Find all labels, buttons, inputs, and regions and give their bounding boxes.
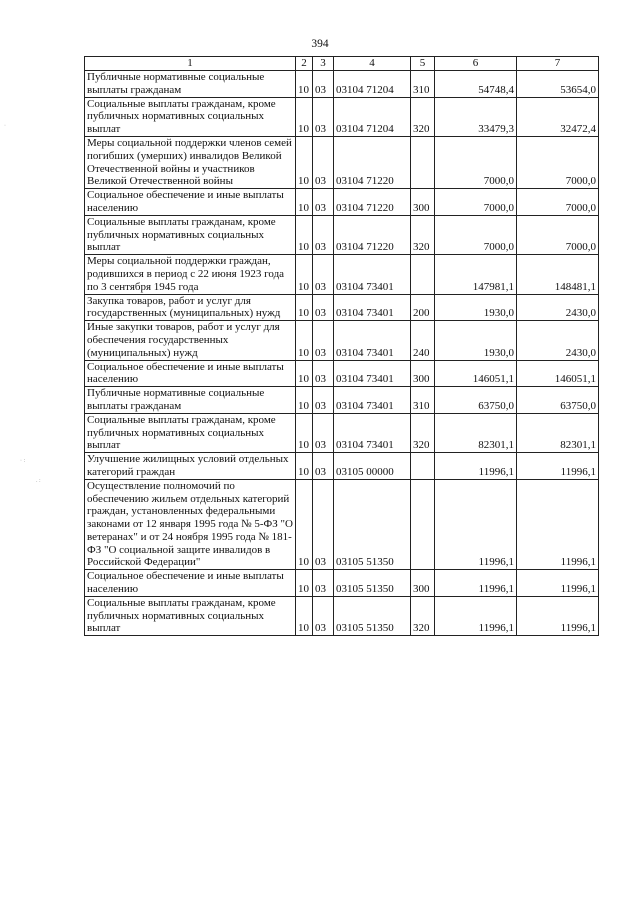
section-code: 10 [296, 360, 313, 387]
amount-col-6: 7000,0 [435, 189, 517, 216]
subsection-code: 03 [313, 97, 334, 136]
section-code: 10 [296, 596, 313, 635]
section-code: 10 [296, 71, 313, 98]
section-code: 10 [296, 387, 313, 414]
row-description: Социальные выплаты гражданам, кроме публичных нормативных социальных выплат [85, 596, 296, 635]
subsection-code: 03 [313, 570, 334, 597]
amount-col-6: 33479,3 [435, 97, 517, 136]
target-article-code: 03105 00000 [334, 453, 411, 480]
expense-type-code: 300 [411, 189, 435, 216]
amount-col-7: 146051,1 [517, 360, 599, 387]
row-description: Социальные выплаты гражданам, кроме публичных нормативных социальных выплат [85, 97, 296, 136]
target-article-code: 03104 71220 [334, 215, 411, 254]
expense-type-code [411, 136, 435, 188]
table-row [85, 255, 599, 294]
table-row [85, 136, 599, 188]
amount-col-7: 7000,0 [517, 189, 599, 216]
section-code: 10 [296, 255, 313, 294]
column-header: 3 [313, 57, 334, 71]
section-code: 10 [296, 294, 313, 321]
amount-col-7: 2430,0 [517, 321, 599, 360]
amount-col-6: 7000,0 [435, 215, 517, 254]
row-description: Осуществление полномочий по обеспечению жильем отдельных категорий граждан, установленных федеральными законами от 12 января 1995 года № 5-ФЗ "О ветеранах" и от 24 ноября 1995 года № 181-ФЗ "О социальной защите инвалидов в Российской Федерации" [85, 479, 296, 570]
section-code: 10 [296, 413, 313, 452]
amount-col-6: 11996,1 [435, 453, 517, 480]
target-article-code: 03104 73401 [334, 387, 411, 414]
expense-type-code: 320 [411, 413, 435, 452]
amount-col-6: 54748,4 [435, 71, 517, 98]
subsection-code: 03 [313, 189, 334, 216]
section-code: 10 [296, 453, 313, 480]
table-row [85, 321, 599, 360]
amount-col-7: 148481,1 [517, 255, 599, 294]
target-article-code: 03104 71204 [334, 97, 411, 136]
target-article-code: 03104 73401 [334, 413, 411, 452]
target-article-code: 03104 73401 [334, 321, 411, 360]
row-description: Закупка товаров, работ и услуг для государственных (муниципальных) нужд [85, 294, 296, 321]
amount-col-7: 53654,0 [517, 71, 599, 98]
page-number: 394 [311, 38, 329, 50]
scan-speck: . : [36, 478, 41, 484]
target-article-code: 03104 73401 [334, 294, 411, 321]
table-row [85, 71, 599, 98]
section-code: 10 [296, 97, 313, 136]
target-article-code: 03105 51350 [334, 479, 411, 570]
subsection-code: 03 [313, 321, 334, 360]
expense-type-code: 200 [411, 294, 435, 321]
section-code: 10 [296, 321, 313, 360]
section-code: 10 [296, 136, 313, 188]
amount-col-6: 63750,0 [435, 387, 517, 414]
table-row [85, 387, 599, 414]
row-description: Социальное обеспечение и иные выплаты населению [85, 360, 296, 387]
row-description: Улучшение жилищных условий отдельных категорий граждан [85, 453, 296, 480]
subsection-code: 03 [313, 71, 334, 98]
target-article-code: 03104 71220 [334, 136, 411, 188]
scan-speck: · : [20, 458, 26, 464]
amount-col-7: 2430,0 [517, 294, 599, 321]
expense-type-code [411, 453, 435, 480]
amount-col-6: 146051,1 [435, 360, 517, 387]
subsection-code: 03 [313, 294, 334, 321]
row-description: Социальные выплаты гражданам, кроме публичных нормативных социальных выплат [85, 215, 296, 254]
amount-col-7: 11996,1 [517, 596, 599, 635]
scan-speck: · [4, 123, 6, 129]
table-row [85, 97, 599, 136]
subsection-code: 03 [313, 596, 334, 635]
expense-type-code [411, 255, 435, 294]
row-description: Публичные нормативные социальные выплаты гражданам [85, 71, 296, 98]
row-description: Социальное обеспечение и иные выплаты населению [85, 189, 296, 216]
amount-col-7: 32472,4 [517, 97, 599, 136]
expense-type-code: 240 [411, 321, 435, 360]
target-article-code: 03104 73401 [334, 255, 411, 294]
expense-type-code: 320 [411, 596, 435, 635]
expense-type-code: 300 [411, 360, 435, 387]
column-header: 1 [85, 57, 296, 71]
column-header: 7 [517, 57, 599, 71]
target-article-code: 03104 71220 [334, 189, 411, 216]
amount-col-6: 1930,0 [435, 294, 517, 321]
column-header: 4 [334, 57, 411, 71]
amount-col-7: 11996,1 [517, 453, 599, 480]
amount-col-6: 1930,0 [435, 321, 517, 360]
table-row [85, 479, 599, 570]
subsection-code: 03 [313, 360, 334, 387]
expense-type-code: 320 [411, 97, 435, 136]
row-description: Социальные выплаты гражданам, кроме публичных нормативных социальных выплат [85, 413, 296, 452]
section-code: 10 [296, 570, 313, 597]
subsection-code: 03 [313, 255, 334, 294]
amount-col-7: 63750,0 [517, 387, 599, 414]
budget-table [84, 56, 599, 636]
target-article-code: 03104 73401 [334, 360, 411, 387]
amount-col-6: 82301,1 [435, 413, 517, 452]
section-code: 10 [296, 215, 313, 254]
expense-type-code: 310 [411, 387, 435, 414]
table-row [85, 596, 599, 635]
expense-type-code: 300 [411, 570, 435, 597]
row-description: Социальное обеспечение и иные выплаты населению [85, 570, 296, 597]
table-row [85, 360, 599, 387]
table-row [85, 215, 599, 254]
column-header: 2 [296, 57, 313, 71]
expense-type-code [411, 479, 435, 570]
row-description: Публичные нормативные социальные выплаты гражданам [85, 387, 296, 414]
target-article-code: 03105 51350 [334, 570, 411, 597]
amount-col-7: 82301,1 [517, 413, 599, 452]
subsection-code: 03 [313, 479, 334, 570]
subsection-code: 03 [313, 413, 334, 452]
row-description: Меры социальной поддержки граждан, родившихся в период с 22 июня 1923 года по 3 сентября 1945 года [85, 255, 296, 294]
expense-type-code: 310 [411, 71, 435, 98]
table-row [85, 453, 599, 480]
amount-col-6: 11996,1 [435, 596, 517, 635]
subsection-code: 03 [313, 215, 334, 254]
amount-col-6: 147981,1 [435, 255, 517, 294]
table-row [85, 189, 599, 216]
amount-col-7: 7000,0 [517, 215, 599, 254]
amount-col-7: 11996,1 [517, 479, 599, 570]
subsection-code: 03 [313, 136, 334, 188]
amount-col-6: 11996,1 [435, 570, 517, 597]
column-header: 5 [411, 57, 435, 71]
amount-col-6: 11996,1 [435, 479, 517, 570]
row-description: Меры социальной поддержки членов семей погибших (умерших) инвалидов Великой Отечественной войны и участников Великой Отечественной войны [85, 136, 296, 188]
target-article-code: 03105 51350 [334, 596, 411, 635]
amount-col-7: 11996,1 [517, 570, 599, 597]
row-description: Иные закупки товаров, работ и услуг для обеспечения государственных (муниципальных) нужд [85, 321, 296, 360]
section-code: 10 [296, 479, 313, 570]
header-row [85, 57, 599, 71]
subsection-code: 03 [313, 387, 334, 414]
table-row [85, 294, 599, 321]
table-row [85, 570, 599, 597]
section-code: 10 [296, 189, 313, 216]
amount-col-6: 7000,0 [435, 136, 517, 188]
expense-type-code: 320 [411, 215, 435, 254]
column-header: 6 [435, 57, 517, 71]
subsection-code: 03 [313, 453, 334, 480]
amount-col-7: 7000,0 [517, 136, 599, 188]
target-article-code: 03104 71204 [334, 71, 411, 98]
table-row [85, 413, 599, 452]
